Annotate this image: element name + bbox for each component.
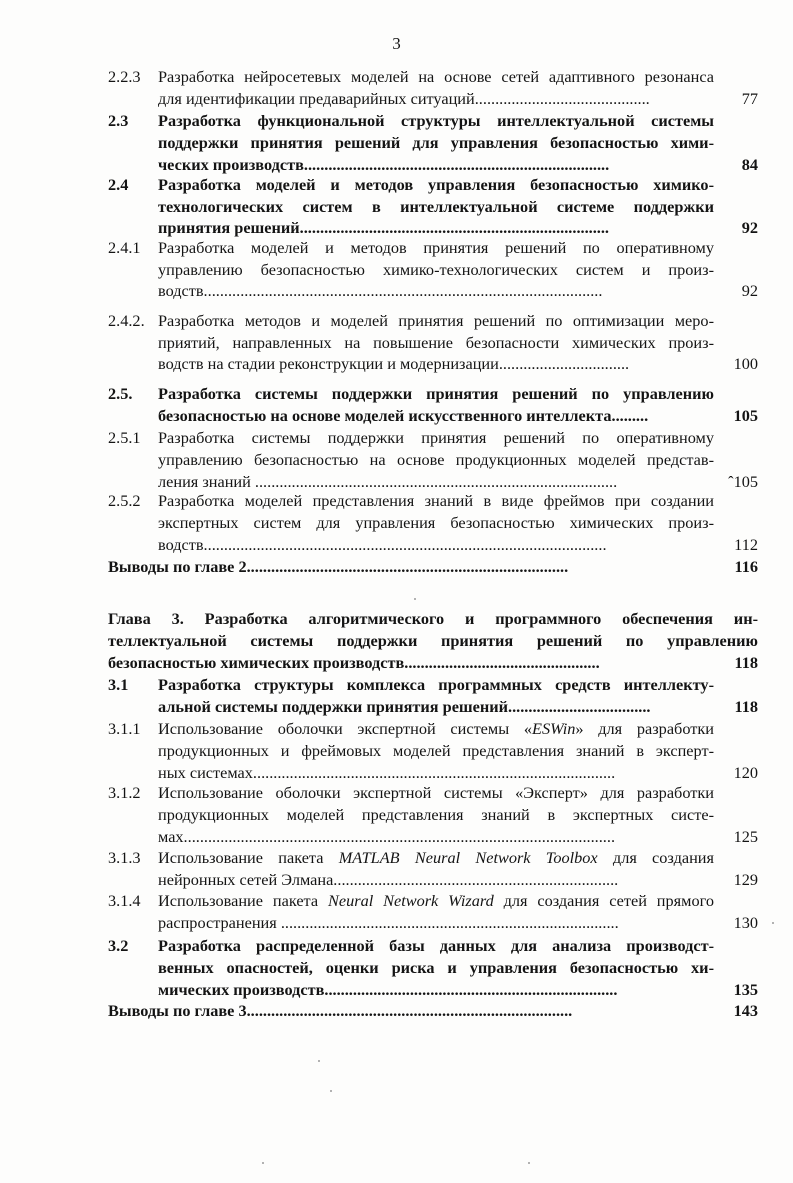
toc-entry-title-line: Использование оболочки экспертной системы «ESWin» для разработки: [158, 719, 714, 738]
toc-entry-title-line: Использование оболочки экспертной системы «Эксперт» для разработки: [158, 783, 714, 802]
toc-entry-page: 135: [733, 980, 758, 999]
toc-entry-title-line: для идентификации предаварийных ситуаций...........................................: [158, 89, 650, 108]
toc-entry-number: 2.4.2.: [108, 311, 145, 330]
toc-entry-page: 77: [741, 89, 758, 108]
toc-entry-title-line: технологических систем в интеллектуальной системе поддержки: [158, 197, 714, 216]
toc-entry-title-line: распространения ...................................................................................: [158, 913, 619, 932]
toc-entry-title-line: продукционных моделей представления знаний в экспертных систе-: [158, 805, 714, 824]
toc-entry-title-line: управлению безопасностью на основе продукционных моделей представ-: [158, 450, 714, 469]
toc-entry-number: 2.5.1: [108, 428, 141, 447]
toc-entry-title-line: управлению безопасностью химико-технологических систем и произ-: [158, 260, 714, 279]
toc-entry-page: 118: [734, 653, 758, 672]
toc-entry-title-line: нейронных сетей Элмана......................................................................: [158, 870, 619, 889]
toc-entry-number: 3.1: [108, 675, 129, 694]
toc-entry-number: 2.3: [108, 111, 129, 130]
toc-entry-page: 92: [741, 281, 758, 300]
toc-entry-page: 143: [733, 1001, 758, 1020]
toc-entry-number: 3.1.3: [108, 848, 141, 867]
toc-entry-number: 2.4: [108, 175, 129, 194]
toc-entry-page: 116: [734, 557, 758, 576]
toc-entry-title-line: Разработка нейросетевых моделей на основе сетей адаптивного резонанса: [158, 67, 714, 86]
scan-speck: [414, 598, 416, 600]
toc-entry-title-line: водств..................................................................................................: [158, 281, 603, 300]
toc-entry-title-line: Разработка функциональной структуры интеллектуальной системы: [158, 111, 714, 130]
toc-entry-title-line: Разработка системы поддержки принятия решений по оперативному: [158, 428, 714, 447]
page-number: 3: [392, 34, 401, 53]
scan-speck: [772, 922, 774, 924]
toc-entry-title-line: Разработка распределенной базы данных для анализа производст-: [158, 936, 714, 955]
toc-entry-title-line: Разработка структуры комплекса программных средств интеллекту-: [158, 675, 714, 694]
toc-entry-page: 84: [741, 155, 758, 174]
toc-entry-title-line: Использование пакета MATLAB Neural Network Toolbox для создания: [158, 848, 714, 867]
toc-entry-title-line: венных опасностей, оценки риска и управления безопасностью хи-: [158, 958, 714, 977]
toc-entry-title-line: Разработка методов и моделей принятия решений по оптимизации меро-: [158, 311, 714, 330]
toc-entry-title-line: принятия решений............................................................................: [158, 218, 610, 237]
toc-entry-title-line: продукционных и фреймовых моделей представления знаний в эксперт-: [158, 741, 714, 760]
toc-entry-title-line: безопасностью химических производств................................................: [108, 653, 600, 672]
toc-entry-title-line: альной системы поддержки принятия решений...................................: [158, 697, 651, 716]
toc-entry-page: 120: [733, 763, 758, 782]
scan-speck: [528, 1162, 530, 1164]
toc-entry-number: 2.4.1: [108, 238, 141, 257]
toc-entry-title-line: Разработка системы поддержки принятия решений по управлению: [158, 384, 714, 403]
scan-speck: [262, 1162, 264, 1164]
toc-entry-title-line: Использование пакета Neural Network Wizard для создания сетей прямого: [158, 891, 715, 910]
toc-entry-number: 3.1.1: [108, 719, 141, 738]
toc-entry-title-line: ческих производств...........................................................................: [158, 155, 610, 174]
toc-entry-title-line: Разработка моделей и методов управления безопасностью химико-: [158, 175, 714, 194]
toc-entry-title-line: приятий, направленных на повышение безопасности химических произ-: [158, 333, 714, 352]
scan-speck: [330, 1090, 332, 1092]
toc-entry-page: 130: [733, 913, 758, 932]
italic-term: Neural Network Wizard: [328, 891, 494, 910]
toc-entry-title-line: водств на стадии реконструкции и модернизации................................: [158, 354, 630, 373]
toc-entry-number: 3.1.2: [108, 783, 141, 802]
italic-term: ESWin: [532, 719, 576, 738]
toc-entry-page: 105: [733, 406, 758, 425]
toc-entry-number: 3.2: [108, 936, 129, 955]
toc-entry-title-line: поддержки принятия решений для управления безопасностью хими-: [158, 133, 714, 152]
toc-entry-title-line: безопасностью на основе моделей искусственного интеллекта.........: [158, 406, 649, 425]
toc-entry-page: 129: [733, 870, 758, 889]
toc-entry-title-line: мах..........................................................................................................: [158, 827, 616, 846]
toc-entry-page: 125: [733, 827, 758, 846]
toc-entry-title-line: Выводы по главе 2...............................................................................: [108, 557, 569, 576]
toc-entry-title-line: Разработка моделей представления знаний в виде фреймов при создании: [158, 491, 714, 510]
toc-entry-number: 3.1.4: [108, 891, 141, 910]
toc-entry-page: 112: [734, 535, 758, 554]
toc-entry-page: 118: [734, 697, 758, 716]
italic-term: MATLAB Neural Network Toolbox: [338, 848, 598, 867]
toc-entry-title-line: Разработка моделей и методов принятия решений по оперативному: [158, 238, 714, 257]
toc-entry-number: 2.2.3: [108, 67, 141, 86]
toc-entry-title-line: ных системах.........................................................................................: [158, 763, 616, 782]
toc-entry-page: ˆ105: [728, 472, 758, 491]
toc-entry-title-line: водств...................................................................................................: [158, 535, 607, 554]
toc-entry-page: 100: [733, 354, 758, 373]
toc-entry-number: 2.5.: [108, 384, 133, 403]
toc-entry-title-line: экспертных систем для управления безопасностью химических произ-: [158, 513, 714, 532]
toc-entry-title-line: мических производств........................................................................: [158, 980, 618, 999]
toc-entry-title-line: ления знаний .........................................................................................: [158, 472, 618, 491]
toc-entry-title-line: теллектуальной системы поддержки принятия решений по управлению: [108, 631, 758, 650]
toc-entry-number: 2.5.2: [108, 491, 141, 510]
toc-entry-title-line: Выводы по главе 3................................................................................: [108, 1001, 573, 1020]
scan-speck: [318, 1060, 320, 1062]
toc-entry-title-line: Глава 3. Разработка алгоритмического и программного обеспечения ин-: [108, 609, 758, 628]
toc-entry-page: 92: [741, 218, 758, 237]
